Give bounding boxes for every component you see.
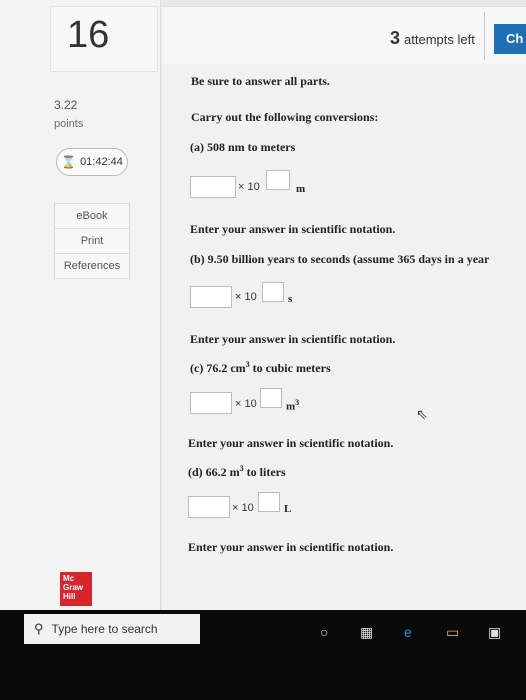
part-c-unit-text: m [286, 400, 296, 413]
taskbar-search-placeholder: Type here to search [51, 622, 158, 636]
mouse-cursor-icon: ⇖ [416, 406, 428, 422]
part-a-coefficient-input[interactable] [190, 176, 236, 198]
logo-line-2: Graw [63, 583, 84, 592]
part-b-prompt: (b) 9.50 billion years to seconds (assume 365 days in a year [190, 252, 490, 266]
instruction-1: Be sure to answer all parts. [191, 74, 330, 88]
ebook-link[interactable]: eBook [54, 203, 130, 229]
part-c-prompt-sup: 3 [245, 360, 250, 369]
part-a-prompt: (a) 508 nm to meters [190, 140, 296, 154]
cortana-icon[interactable]: ○ [320, 624, 329, 640]
part-d-prompt-text: (d) 66.2 m [188, 465, 240, 479]
part-d-times-ten: × 10 [232, 502, 254, 514]
search-icon: ⚲ [34, 621, 44, 636]
points-value: 3.22 [54, 98, 78, 112]
store-icon[interactable]: ▣ [488, 624, 502, 640]
part-d-prompt [188, 464, 286, 480]
part-a-exponent-input[interactable] [266, 170, 290, 190]
attempts-label: attempts left [404, 32, 475, 47]
part-c-coefficient-input[interactable] [190, 392, 232, 414]
task-view-icon[interactable]: ▦ [360, 624, 374, 640]
check-my-work-button[interactable]: Ch [494, 24, 526, 54]
attempts-left [390, 28, 475, 49]
part-a-hint: Enter your answer in scientific notation. [190, 222, 396, 236]
part-d-hint: Enter your answer in scientific notation. [188, 540, 394, 554]
part-b-coefficient-input[interactable] [190, 286, 232, 308]
part-c-unit [286, 398, 299, 413]
part-c-unit-sup: 3 [295, 398, 300, 407]
part-c-prompt [190, 360, 331, 376]
mcgraw-hill-logo [60, 572, 92, 606]
logo-line-3: Hill [63, 592, 76, 601]
part-b-exponent-input[interactable] [262, 282, 284, 302]
file-explorer-icon[interactable]: ▭ [446, 624, 460, 640]
part-d-unit: L [284, 503, 292, 515]
part-c-prompt-text: (c) 76.2 cm [190, 361, 246, 375]
part-d-exponent-input[interactable] [258, 492, 280, 512]
part-b-unit: s [288, 293, 293, 305]
part-b-hint: Enter your answer in scientific notation. [190, 332, 396, 346]
part-d-coefficient-input[interactable] [188, 496, 230, 518]
part-d-prompt-tail: to liters [243, 465, 286, 479]
left-panel [0, 0, 161, 610]
timer-value: 01:42:44 [80, 156, 123, 168]
part-c-hint: Enter your answer in scientific notation. [188, 436, 394, 450]
divider [484, 12, 485, 60]
part-d-prompt-sup: 3 [239, 464, 244, 473]
taskbar-search-box[interactable] [24, 614, 200, 644]
logo-line-1: Mc [63, 574, 75, 583]
instruction-2: Carry out the following conversions: [191, 110, 379, 124]
side-links [54, 204, 130, 279]
points-label: points [54, 118, 84, 130]
attempts-count: 3 [390, 28, 401, 48]
hourglass-icon: ⌛ [61, 155, 77, 169]
part-c-times-ten: × 10 [235, 398, 257, 410]
print-link[interactable]: Print [54, 228, 130, 254]
timer[interactable] [56, 148, 128, 176]
part-a-unit: m [296, 183, 306, 195]
edge-browser-icon[interactable]: e [404, 624, 412, 640]
question-number: 16 [50, 6, 158, 72]
part-b-times-ten: × 10 [235, 291, 257, 303]
references-link[interactable]: References [54, 253, 130, 279]
part-c-prompt-tail: to cubic meters [249, 361, 331, 375]
part-c-exponent-input[interactable] [260, 388, 282, 408]
part-a-times-ten: × 10 [238, 181, 260, 193]
